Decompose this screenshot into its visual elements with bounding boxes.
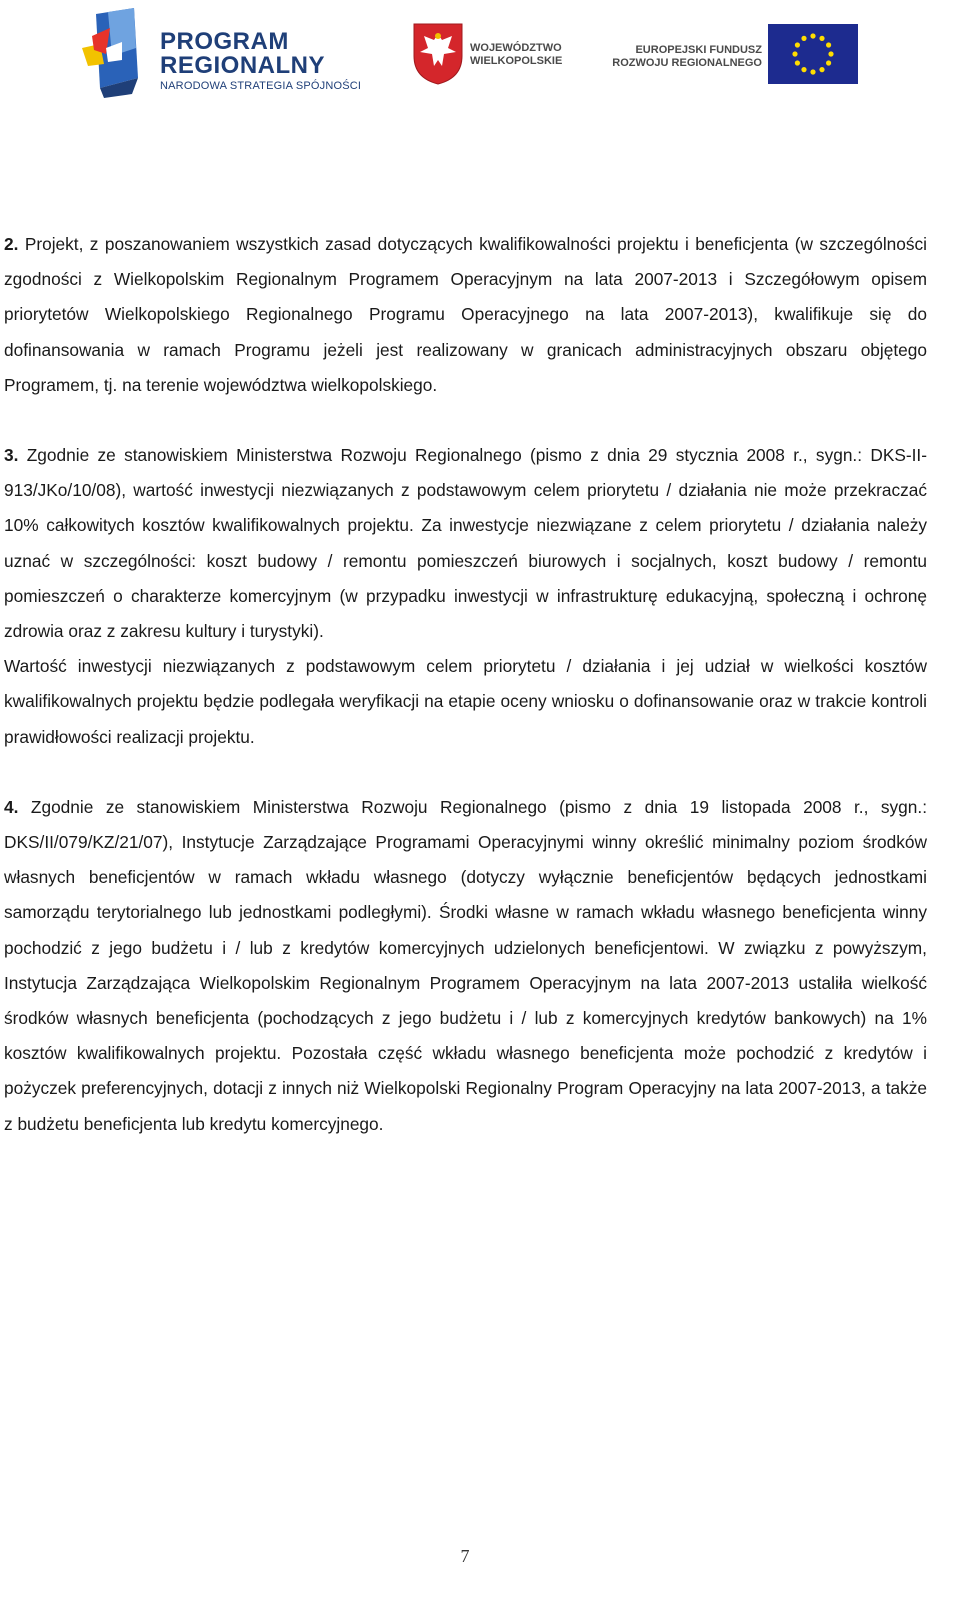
- wielkopolska-crest-icon: [412, 22, 464, 86]
- section-3-paragraph-2: [4, 649, 927, 755]
- section-2-number: 2.: [4, 234, 19, 254]
- section-2-paragraph: [4, 227, 927, 403]
- section-3-text-2: Wartość inwestycji niezwiązanych z podstawowym celem priorytetu / działania i jej udział w wielkości kosztów kwalifikowalnych projektu będzie podlegała weryfikacji na etapie oceny wniosku o dofinansowanie oraz w trakcie kontroli prawidłowości realizacji projektu.: [4, 656, 927, 747]
- section-3-number: 3.: [4, 445, 19, 466]
- wojewodztwo-logo-text: WOJEWÓDZTWO WIELKOPOLSKIE: [470, 42, 563, 67]
- section-2-text: Projekt, z poszanowaniem wszystkich zasad dotyczących kwalifikowalności projektu i beneficjenta (w szczególności zgodności z Wielkopolskim Regionalnym Programem Operacyjnym na lata 2007-2013 i Szczegółowym opisem priorytetów Wielkopolskiego Regionalnego Programu Operacyjnego na lata 2007-2013), kwalifikuje się do dofinansowania w ramach Programu jeżeli jest realizowany w granicach administracyjnych obszaru objętego Programem, tj. na terenie województwa wielkopolskiego.: [4, 234, 927, 395]
- section-4-text: Zgodnie ze stanowiskiem Ministerstwa Rozwoju Regionalnego (pismo z dnia 19 listopada 2008 r., sygn.: DKS/II/079/KZ/21/07), Instytucje Zarządzające Programami Operacyjnymi winny określić minimalny poziom środków własnych beneficjentów w ramach wkładu własnego (dotyczy wyłącznie beneficjentów będących jednostkami samorządu terytorialnego lub jednostkami podległymi). Środki własne w ramach wkładu własnego beneficjenta winny pochodzić z jego budżetu i / lub z kredytów komercyjnych udzielonych beneficjentowi. W związku z powyższym, Instytucja Zarządzająca Wielkopolskim Regionalnym Programem Operacyjnym na lata 2007-2013 ustaliła wielkość środków własnych beneficjenta (pochodzących z jego budżetu i / lub z komercyjnych kredytów bankowych) na 1% kosztów kwalifikowalnych projektu. Pozostała część wkładu własnego beneficjenta może pochodzić z kredytów i pożyczek preferencyjnych, dotacji z innych niż Wielkopolski Regionalny Program Operacyjny na lata 2007-2013, a także z budżetu beneficjenta lub kredytu komercyjnego.: [4, 796, 927, 1134]
- document-body: [4, 227, 927, 1142]
- section-4-number: 4.: [4, 796, 19, 817]
- eu-flag-icon: [768, 24, 858, 84]
- section-3-text: Zgodnie ze stanowiskiem Ministerstwa Rozwoju Regionalnego (pismo z dnia 29 stycznia 2008 r., sygn.: DKS-II-913/JKo/10/08), wartość inwestycji niezwiązanych z podstawowym celem priorytetu / działania nie może przekraczać 10% całkowitych kosztów kwalifikowalnych projektu. Za inwestycje niezwiązane z celem priorytetu / działania należy uznać w szczególności: koszt budowy / remontu pomieszczeń biurowych i socjalnych, koszt budowy / remontu pomieszczeń o charakterze komercyjnym (w przypadku inwestycji w infrastrukturę edukacyjną, społeczną i ochronę zdrowia oraz z zakresu kultury i turystyki).: [4, 445, 927, 642]
- section-3-paragraph: [4, 438, 927, 649]
- eu-fund-logo: [612, 24, 872, 90]
- wojewodztwo-wielkopolskie-logo: [412, 22, 592, 88]
- program-logo-line3: NARODOWA STRATEGIA SPÓJNOŚCI: [160, 80, 362, 92]
- program-regionalny-logo: [82, 8, 372, 98]
- section-4-paragraph: [4, 790, 927, 1142]
- program-regionalny-emblem-icon: [82, 8, 154, 98]
- eu-fund-logo-text: EUROPEJSKI FUNDUSZ ROZWOJU REGIONALNEGO: [612, 44, 762, 69]
- program-logo-line1: PROGRAM: [160, 28, 289, 55]
- page-number: 7: [460, 1546, 470, 1566]
- program-logo-line2: REGIONALNY: [160, 52, 326, 79]
- header-logo-bar: [0, 0, 960, 110]
